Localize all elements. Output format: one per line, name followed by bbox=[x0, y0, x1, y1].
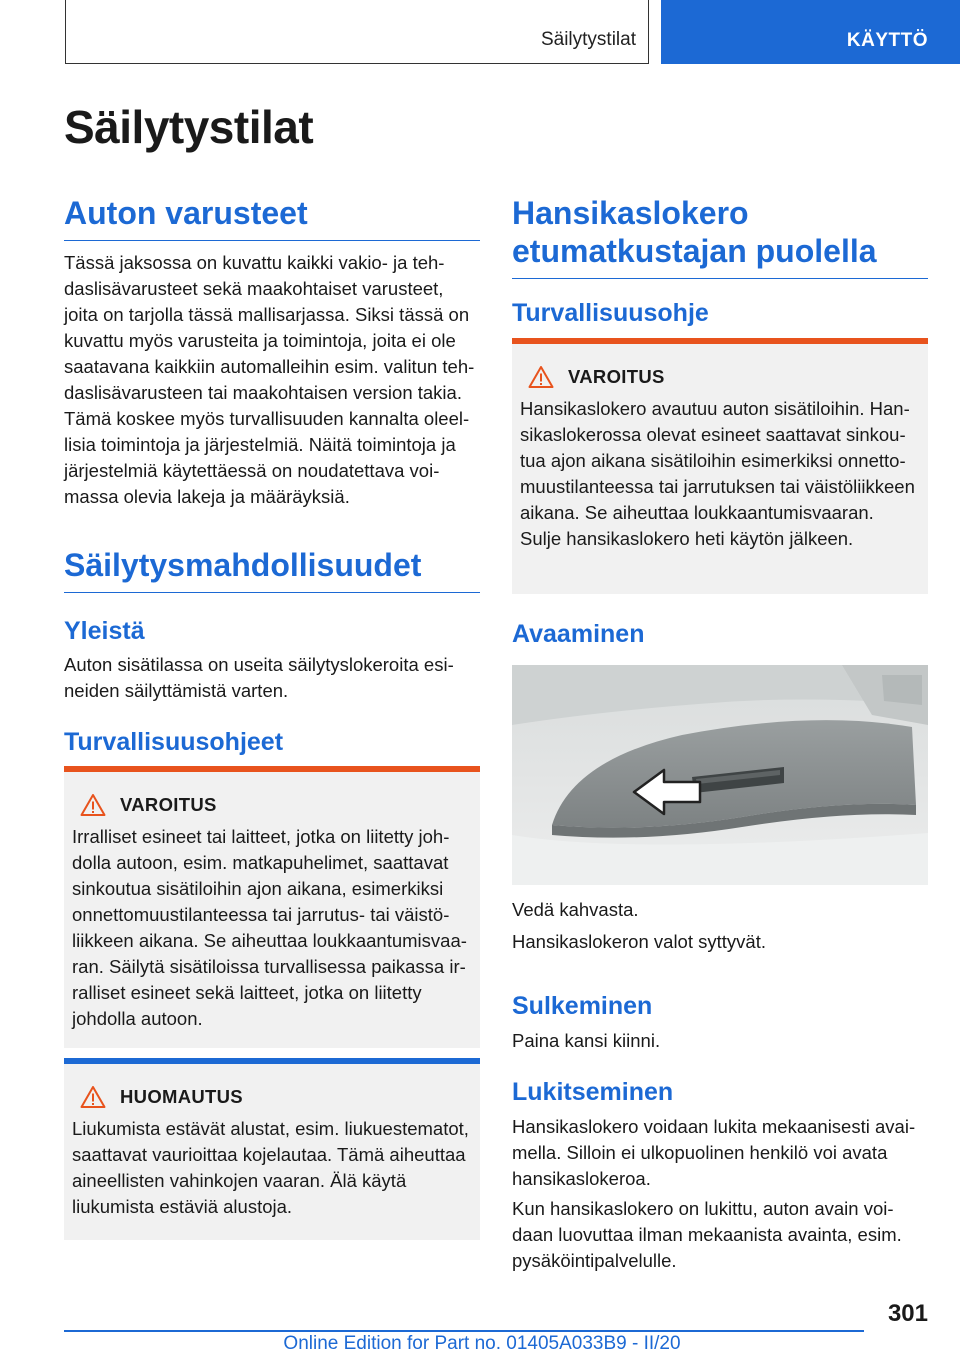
heading-equipment: Auton varusteet bbox=[64, 194, 480, 241]
warning-title: VAROITUS bbox=[120, 794, 217, 815]
heading-safety-note: Turvallisuusohje bbox=[512, 299, 709, 327]
glovebox-photo bbox=[512, 665, 928, 885]
paragraph-general: Auton sisätilassa on useita säilytyslokeroita esineiden säilyttämistä varten. bbox=[64, 654, 454, 701]
warning-text: Hansikaslokero avautuu auton sisätiloihin. Hansikaslokerossa olevat esineet saattavat sinkoutua ajon aikana sisätiloihin esimerkiksi onnettomuustilanteessa tai jarrutuksen tai väistöliikkeen aikana. Se aiheuttaa loukkaantumisvaaran. Sulje hansikaslokero heti käytön jälkeen. bbox=[520, 398, 915, 549]
warning-triangle-icon bbox=[80, 1085, 106, 1109]
warning-box-glovebox bbox=[512, 338, 928, 594]
paragraph-pull-handle: Vedä kahvasta. bbox=[512, 899, 639, 920]
paragraph-locking-1: Hansikaslokero voidaan lukita mekaanisesti avaimella. Silloin ei ulkopuolinen henkilö voi avata hansikaslokeroa. bbox=[512, 1116, 916, 1189]
warning-text: Irralliset esineet tai laitteet, jotka on liitetty johdolla autoon, esim. matkapuhelimet, saattavat sinkoutua sisätiloihin ajon aikana, esimerkiksi onnettomuustilanteessa tai jarrutus- tai väistöliikkeen aikana. Se aiheuttaa loukkaantumisvaaran. Säilytä sisätiloissa turvallisessa paikassa irralliset esineet sekä laitteet, jotka on liitetty johdolla autoon. bbox=[72, 826, 467, 1029]
notice-box-anti-slip bbox=[64, 1058, 480, 1240]
header-section-tab bbox=[65, 0, 649, 64]
glovebox-illustration bbox=[512, 665, 928, 885]
heading-storage-options: Säilytysmahdollisuudet bbox=[64, 546, 480, 593]
warning-triangle-icon bbox=[80, 793, 106, 817]
notice-text: Liukumista estävät alustat, esim. liukuestematot, saattavat vaurioittaa kojelautaa. Tämä aiheuttaa aineellisten vahinkojen vaaran. Älä käytä liukumista estäviä alustoja. bbox=[72, 1118, 469, 1217]
heading-opening: Avaaminen bbox=[512, 620, 645, 648]
page-title: Säilytystilat bbox=[64, 101, 314, 153]
heading-closing: Sulkeminen bbox=[512, 992, 653, 1020]
heading-locking: Lukitseminen bbox=[512, 1078, 674, 1106]
footer-rule bbox=[64, 1330, 864, 1332]
heading-general: Yleistä bbox=[64, 617, 145, 645]
paragraph-equipment: Tässä jaksossa on kuvattu kaikki vakio- ja tehdaslisävarusteet sekä maakohtaiset varusteet, joita on tarjolla tässä mallisarjassa. Siksi tässä on kuvattu myös varusteita ja toimintoja, joita ei ole saatavana kaikkiin automalleihin esim. valitun tehdaslisävarusteen tai maakohtaisen version takia. Tämä koskee myös turvallisuuden kannalta oleellisia toimintoja ja järjestelmiä. Näitä toimintoja ja järjestelmiä käytettäessä on noudatettava voimassa olevia lakeja ja määräyksiä. bbox=[64, 252, 475, 507]
header-section-title: Säilytystilat bbox=[540, 29, 636, 50]
page-number: 301 bbox=[887, 1300, 928, 1327]
warning-title: VAROITUS bbox=[568, 366, 665, 387]
paragraph-lights-on: Hansikaslokeron valot syttyvät. bbox=[512, 931, 766, 952]
heading-glovebox: Hansikaslokero etumatkustajan puolella bbox=[512, 194, 928, 279]
footer-edition: Online Edition for Part no. 01405A033B9 - II/20 bbox=[283, 1333, 681, 1354]
warning-triangle-icon bbox=[528, 365, 554, 389]
notice-title: HUOMAUTUS bbox=[120, 1086, 243, 1107]
warning-box-loose-objects bbox=[64, 766, 480, 1048]
paragraph-closing: Paina kansi kiinni. bbox=[512, 1030, 661, 1051]
paragraph-locking-2: Kun hansikaslokero on lukittu, auton avain voidaan luovuttaa ilman mekaanista avainta, esim. pysäköintipalvelulle. bbox=[512, 1198, 902, 1271]
header-chapter-title: KÄYTTÖ bbox=[846, 30, 928, 51]
header-chapter-tab bbox=[661, 0, 960, 64]
heading-safety-notes: Turvallisuusohjeet bbox=[64, 728, 284, 756]
